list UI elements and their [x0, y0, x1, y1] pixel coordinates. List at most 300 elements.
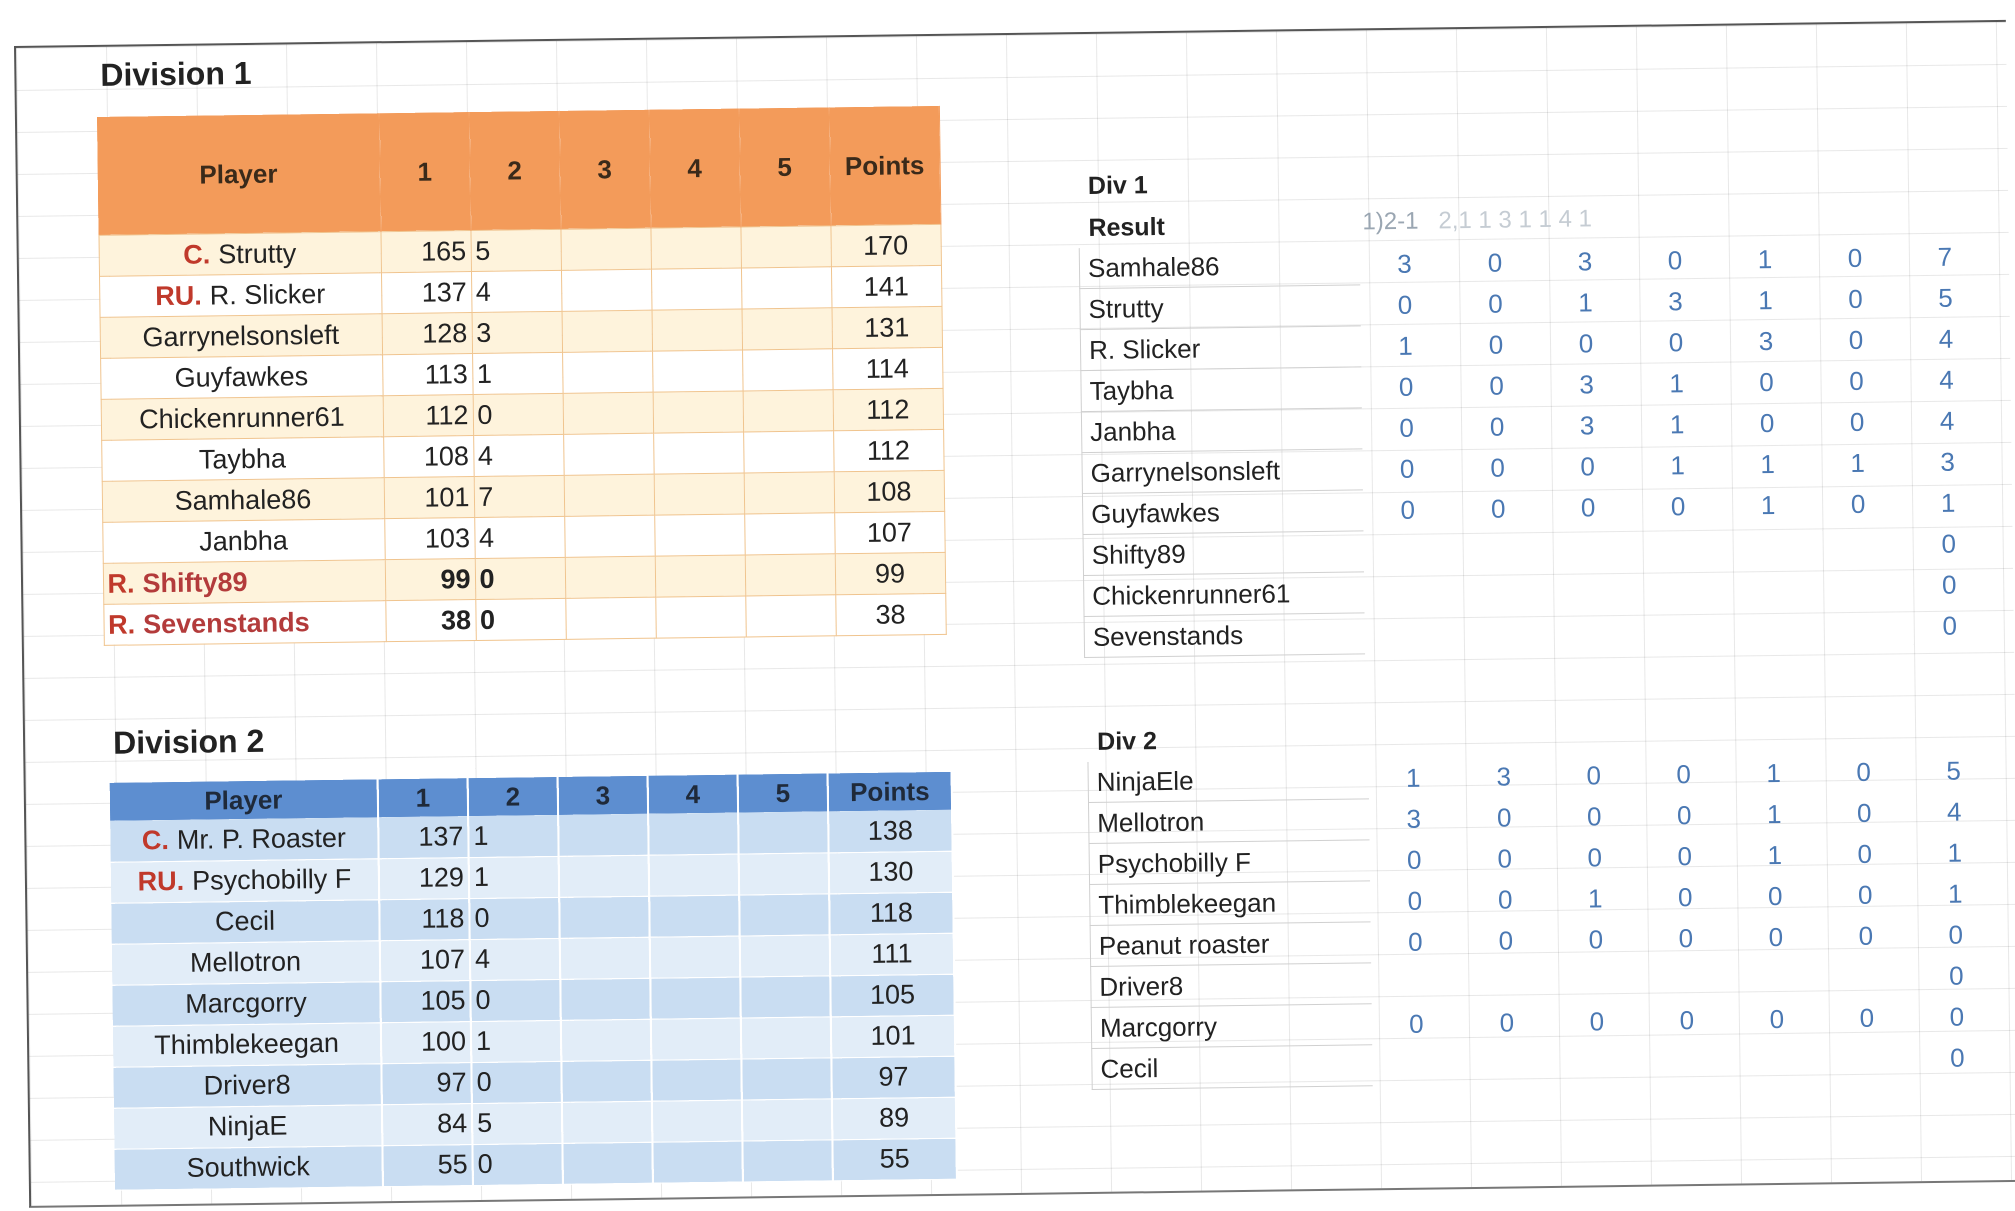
result-value [1813, 524, 1904, 566]
header-round-1: 1 [379, 112, 471, 232]
round-3-score [560, 978, 651, 1020]
points-total: 97 [831, 1056, 956, 1099]
header-round-5: 5 [739, 107, 831, 227]
round-5-score [745, 595, 836, 637]
player-name: Driver8 [203, 1069, 291, 1101]
result-value: 0 [1856, 797, 1872, 828]
round-1-score: 128 [382, 313, 473, 355]
player-cell [110, 817, 379, 862]
result-value [1363, 530, 1454, 572]
points-total: 112 [833, 429, 944, 471]
player-name: Sevenstands [142, 606, 310, 639]
player-cell [98, 232, 381, 277]
player-cell [102, 519, 385, 564]
player-cell [113, 1022, 382, 1067]
result-value: 0 [1668, 326, 1684, 357]
player-cell [99, 273, 382, 318]
player-name: R. Slicker [209, 278, 326, 310]
result-value: 0 [1497, 883, 1513, 915]
round-2-score: 1 [468, 815, 559, 857]
result-value [1724, 566, 1815, 608]
result-value: 0 [1857, 879, 1873, 910]
player-cell [113, 1063, 382, 1108]
player-name: Samhale86 [174, 483, 312, 516]
round-5-score [741, 267, 832, 309]
round-2-score: 4 [470, 938, 561, 980]
round-3-score [562, 351, 653, 393]
round-4-score [654, 473, 745, 515]
result-value: 0 [1489, 411, 1505, 442]
result-value [1731, 957, 1822, 999]
result-value: 0 [1676, 799, 1692, 830]
round-2-score: 4 [473, 434, 564, 476]
result-value: 0 [1489, 370, 1504, 401]
round-5-score [741, 1057, 832, 1099]
status-tag: C. [141, 824, 170, 856]
round-1-score: 99 [385, 559, 476, 601]
division-2-rows [110, 810, 957, 1190]
header-round-2: 2 [468, 777, 558, 816]
result-value: 1 [1757, 243, 1773, 274]
div-2-results-table [1087, 750, 2003, 1090]
player-name: Janbha [199, 524, 288, 557]
result-value: 3 [1406, 803, 1422, 834]
round-1-score: 107 [380, 939, 471, 981]
points-total: 99 [835, 552, 946, 594]
round-1-score: 55 [382, 1144, 473, 1186]
round-4-score [650, 936, 741, 978]
result-value: 3 [1668, 285, 1683, 316]
round-2-score: 0 [475, 598, 566, 640]
div-2-results-rows [1088, 750, 2003, 1089]
round-2-score: 7 [474, 475, 565, 517]
result-value [1814, 565, 1905, 607]
round-3-score [561, 269, 652, 311]
round-1-score: 38 [385, 600, 476, 642]
status-tag: C. [183, 238, 211, 270]
points-total: 38 [835, 593, 946, 635]
result-value [1725, 607, 1816, 649]
result-value: 1 [1850, 447, 1866, 478]
points-total: 118 [829, 892, 954, 935]
player-cell [101, 396, 384, 441]
result-value [1543, 527, 1634, 569]
result-value: 3 [1579, 368, 1594, 400]
header-round-3: 3 [559, 110, 651, 230]
result-player-name: Shifty89 [1083, 531, 1364, 576]
round-5-score [740, 934, 831, 976]
result-column-header: 1)2-1 [1362, 207, 1419, 236]
result-value [1544, 568, 1635, 610]
result-value: 0 [1676, 758, 1692, 790]
result-player-name: NinjaEle [1088, 758, 1369, 802]
points-total: 114 [832, 347, 943, 389]
round-2-score: 4 [474, 516, 565, 558]
round-1-score: 103 [384, 518, 475, 560]
round-2-score: 4 [471, 270, 562, 312]
round-2-score: 3 [472, 311, 563, 353]
player-name: Strutty [218, 237, 297, 269]
result-value [1732, 1039, 1823, 1081]
result-value: 3 [1577, 246, 1593, 277]
result-value: 0 [1499, 1006, 1515, 1038]
result-player-name: Mellotron [1088, 799, 1369, 844]
result-value: 0 [1398, 371, 1414, 402]
round-5-score [739, 893, 830, 935]
result-value: 0 [1588, 923, 1604, 954]
div-1-results-label: Div 1 [1087, 171, 1148, 200]
round-2-score: 0 [469, 897, 560, 939]
result-value: 0 [1406, 844, 1422, 875]
results-pane [976, 22, 2011, 1193]
player-name: Chickenrunner61 [138, 401, 345, 434]
result-value [1635, 608, 1726, 650]
result-value: 0 [1941, 569, 1957, 600]
result-value: 1 [1940, 487, 1956, 518]
player-cell [114, 1104, 383, 1149]
player-cell [112, 940, 381, 985]
round-3-score [561, 1060, 652, 1102]
result-value: 0 [1407, 885, 1423, 916]
status-tag: R. [107, 608, 136, 640]
round-3-score [558, 814, 649, 856]
round-3-score [565, 556, 656, 598]
div-1-results-table [1079, 236, 1996, 658]
round-5-score [745, 554, 836, 596]
round-2-score: 1 [469, 856, 560, 898]
result-value: 0 [1667, 244, 1683, 276]
result-value: 1 [1758, 284, 1773, 315]
round-1-score: 137 [381, 272, 472, 314]
result-player-name: Psychobilly F [1089, 840, 1370, 885]
round-4-score [652, 1100, 743, 1142]
result-value: 0 [1586, 760, 1602, 791]
round-4-score [649, 895, 740, 937]
result-value: 0 [1948, 960, 1964, 991]
result-value: 1 [1587, 882, 1603, 913]
round-1-score: 84 [382, 1103, 473, 1145]
player-name: Garrynelsonsleft [142, 319, 340, 352]
player-cell [100, 355, 383, 400]
player-cell [103, 601, 386, 646]
round-4-score [651, 1059, 742, 1101]
round-3-score [559, 896, 650, 938]
result-value [1552, 1041, 1643, 1083]
round-2-score: 0 [473, 393, 564, 435]
round-4-score [652, 1141, 743, 1183]
result-value [1642, 1040, 1733, 1082]
result-player-name: Cecil [1092, 1045, 1373, 1090]
result-value: 4 [1939, 405, 1955, 436]
result-value: 3 [1496, 761, 1512, 792]
result-player-name: Garrynelsonsleft [1082, 449, 1363, 494]
player-cell [112, 981, 381, 1026]
result-value: 0 [1488, 329, 1504, 360]
result-value: 3 [1397, 248, 1412, 279]
result-value: 0 [1580, 491, 1596, 523]
result-value: 1 [1578, 286, 1593, 318]
round-2-score: 0 [471, 1061, 562, 1103]
result-value: 0 [1768, 921, 1784, 952]
result-value: 0 [1487, 247, 1503, 278]
result-value: 0 [1849, 365, 1864, 396]
result-player-name: Guyfawkes [1082, 490, 1363, 535]
round-5-score [742, 349, 833, 391]
round-5-score [740, 975, 831, 1017]
result-value: 0 [1496, 801, 1512, 833]
result-value: 7 [1937, 241, 1953, 272]
result-value: 0 [1490, 452, 1506, 483]
round-2-score: 0 [472, 1143, 563, 1185]
round-3-score [563, 392, 654, 434]
status-tag: R. [107, 567, 135, 599]
header-round-5: 5 [738, 773, 828, 812]
division-1-title: Division 1 [100, 54, 252, 93]
round-1-score: 105 [380, 980, 471, 1022]
status-tag: RU. [155, 280, 202, 311]
round-1-score: 101 [384, 477, 475, 519]
points-total: 89 [832, 1097, 957, 1140]
result-value: 0 [1408, 1008, 1424, 1039]
result-value: 0 [1490, 493, 1506, 524]
round-2-score: 5 [470, 229, 561, 271]
round-4-score [652, 350, 743, 392]
result-value [1634, 567, 1725, 609]
result-value: 0 [1948, 919, 1964, 950]
result-value: 1 [1398, 330, 1413, 361]
result-value: 0 [1759, 366, 1774, 397]
player-cell [114, 1145, 383, 1190]
round-1-score: 129 [379, 857, 470, 899]
division-2-title: Division 2 [112, 722, 265, 761]
round-1-score: 165 [380, 231, 471, 273]
round-2-score: 0 [475, 557, 566, 599]
round-4-score [655, 596, 746, 638]
points-total: 101 [831, 1015, 956, 1058]
player-name: Guyfawkes [174, 360, 309, 393]
round-4-score [648, 813, 739, 855]
header-player: Player [110, 779, 378, 821]
header-player: Player [97, 113, 381, 235]
result-value: 1 [1947, 878, 1963, 909]
result-value: 0 [1941, 528, 1957, 559]
round-3-score [563, 433, 654, 475]
points-total: 111 [830, 933, 955, 976]
result-player-name: Sevenstands [1084, 613, 1365, 658]
result-value: 0 [1859, 1002, 1875, 1033]
round-3-score [559, 855, 650, 897]
result-player-name: Thimblekeegan [1090, 881, 1371, 926]
result-value: 0 [1488, 288, 1503, 319]
result-value [1821, 956, 1912, 998]
header-round-4: 4 [649, 109, 741, 229]
result-value [1455, 611, 1546, 653]
round-5-score [744, 513, 835, 555]
result-value [1545, 609, 1636, 651]
player-cell [111, 858, 380, 903]
result-value: 3 [1940, 446, 1956, 477]
player-name: Psychobilly F [191, 863, 352, 896]
points-total: 107 [834, 511, 945, 553]
player-cell [101, 437, 384, 482]
round-5-score [738, 811, 829, 853]
result-player-name: Chickenrunner61 [1084, 572, 1365, 617]
result-value: 0 [1578, 327, 1594, 359]
result-value: 0 [1759, 407, 1775, 438]
header-round-3: 3 [558, 776, 648, 815]
result-value: 0 [1498, 924, 1514, 956]
result-value: 0 [1678, 922, 1694, 953]
result-player-name: Strutty [1080, 285, 1361, 330]
division-2-table [110, 772, 958, 1190]
result-value: 1 [1766, 798, 1782, 829]
result-value: 0 [1849, 406, 1865, 437]
round-5-score [742, 1098, 833, 1140]
division-1-rows [98, 224, 945, 645]
result-value [1462, 1042, 1553, 1084]
round-5-score [739, 852, 830, 894]
result-value: 0 [1858, 920, 1874, 951]
round-4-score [651, 1018, 742, 1060]
round-4-score [655, 555, 746, 597]
player-name: Mr. P. Roaster [176, 822, 347, 855]
result-value: 5 [1938, 282, 1953, 313]
result-value [1814, 606, 1905, 648]
points-total: 170 [830, 224, 941, 266]
result-value: 1 [1947, 837, 1963, 868]
result-value: 0 [1589, 1005, 1605, 1036]
player-name: Cecil [214, 905, 276, 937]
player-name: Mellotron [189, 946, 302, 978]
round-2-score: 5 [472, 1102, 563, 1144]
round-3-score [560, 228, 651, 270]
points-total: 131 [831, 306, 942, 348]
result-value: 0 [1587, 841, 1603, 872]
result-value [1372, 1044, 1463, 1086]
round-4-score [653, 432, 744, 474]
header-points: Points [828, 772, 952, 812]
round-2-score: 1 [472, 352, 563, 394]
result-value: 0 [1670, 490, 1686, 521]
header-round-4: 4 [648, 775, 738, 814]
player-name: Shifty89 [142, 566, 248, 598]
round-2-score: 0 [470, 979, 561, 1021]
result-value: 0 [1850, 488, 1866, 519]
result-value [1461, 960, 1552, 1002]
result-player-name: Peanut roaster [1090, 922, 1371, 967]
points-total: 141 [831, 265, 942, 307]
round-1-score: 100 [381, 1021, 472, 1063]
round-3-score [562, 1142, 653, 1184]
result-value: 0 [1677, 840, 1693, 871]
result-value: 4 [1938, 323, 1954, 354]
points-total: 108 [834, 470, 945, 512]
player-name: Thimblekeegan [154, 1027, 340, 1061]
result-value: 0 [1847, 242, 1863, 273]
division-1-table [97, 106, 946, 646]
result-value: 0 [1767, 880, 1783, 911]
result-value: 0 [1769, 1003, 1785, 1034]
result-value: 0 [1399, 412, 1415, 443]
points-total: 138 [828, 810, 953, 853]
round-5-score [743, 390, 834, 432]
points-total: 112 [833, 388, 944, 430]
result-value [1641, 958, 1732, 1000]
result-value [1363, 571, 1454, 613]
result-value: 0 [1397, 289, 1413, 320]
header-round-2: 2 [469, 111, 561, 231]
result-value [1633, 526, 1724, 568]
player-cell [102, 478, 385, 523]
round-3-score [565, 597, 656, 639]
round-4-score [650, 227, 741, 269]
round-3-score [564, 474, 655, 516]
round-5-score [743, 431, 834, 473]
result-value: 0 [1407, 926, 1423, 957]
round-4-score [653, 391, 744, 433]
round-3-score [562, 310, 653, 352]
round-5-score [742, 308, 833, 350]
result-value [1453, 529, 1544, 571]
result-value: 0 [1586, 800, 1602, 831]
player-cell [100, 314, 383, 359]
result-value: 0 [1497, 842, 1513, 874]
round-3-score [562, 1101, 653, 1143]
div-1-results-rows [1079, 236, 1995, 657]
round-4-score [652, 309, 743, 351]
round-1-score: 118 [379, 898, 470, 940]
result-value: 0 [1857, 838, 1873, 869]
round-4-score [650, 977, 741, 1019]
result-value: 4 [1939, 364, 1954, 395]
player-cell [111, 899, 380, 944]
round-1-score: 112 [383, 395, 474, 437]
div-2-results-label: Div 2 [1097, 727, 1158, 756]
result-player-name: Samhale86 [1079, 244, 1360, 288]
player-name: Southwick [186, 1151, 310, 1183]
result-value [1371, 962, 1462, 1004]
result-value: 4 [1946, 796, 1962, 827]
player-name: Taybha [198, 442, 287, 475]
round-1-score: 137 [378, 816, 469, 858]
result-player-name: Driver8 [1091, 963, 1372, 1008]
round-3-score [561, 1019, 652, 1061]
result-value: 1 [1669, 367, 1684, 398]
result-value: 1 [1760, 448, 1776, 479]
result-value: 3 [1579, 409, 1595, 441]
player-name: Marcgorry [185, 987, 307, 1019]
result-value: 0 [1400, 494, 1416, 525]
round-5-score [741, 1016, 832, 1058]
division-tables-pane [16, 36, 971, 1206]
points-total: 130 [829, 851, 954, 894]
header-points: Points [829, 106, 941, 226]
result-value: 1 [1669, 408, 1685, 439]
result-value: 0 [1679, 1004, 1695, 1035]
result-value: 1 [1766, 757, 1782, 788]
result-value: 0 [1949, 1001, 1965, 1032]
result-value: 1 [1670, 449, 1686, 480]
result-value: 5 [1946, 755, 1962, 786]
result-value: 0 [1848, 283, 1863, 314]
result-value [1723, 525, 1814, 567]
round-1-score: 108 [383, 436, 474, 478]
result-value: 1 [1760, 489, 1776, 520]
result-value: 1 [1405, 762, 1421, 793]
result-value: 0 [1580, 450, 1596, 482]
round-4-score [651, 268, 742, 310]
result-player-name: R. Slicker [1080, 326, 1361, 371]
